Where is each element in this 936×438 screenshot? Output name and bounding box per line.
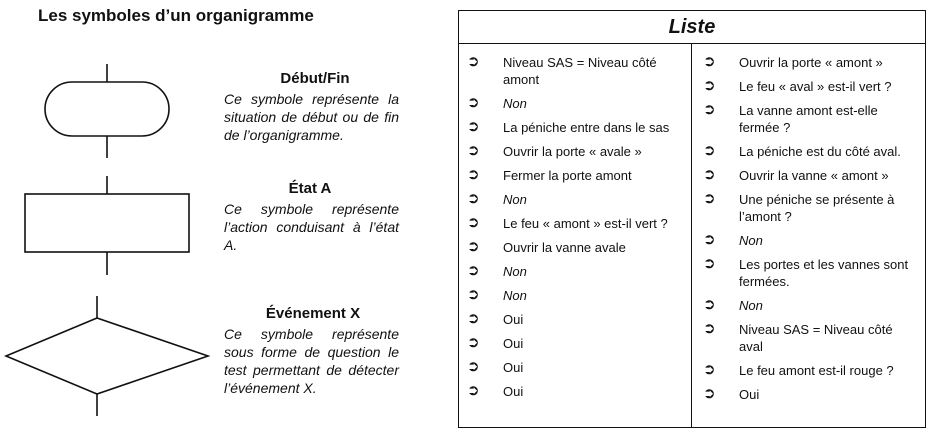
list-item: [703, 362, 918, 379]
arrow-bullet-icon: ➲: [703, 231, 716, 248]
list-item: [703, 191, 918, 225]
symbol-desc-start-end: Ce symbole représente la situation de début ou de fin de l’organigramme.: [224, 91, 399, 143]
list-item: [467, 167, 689, 184]
symbol-desc-event: Ce symbole représente sous forme de question le test permettant de détecter l’événement X.: [224, 326, 399, 396]
start-end-symbol: [45, 64, 169, 158]
list-item: [467, 191, 689, 208]
list-item-text: Non: [503, 192, 527, 207]
list-item: [467, 239, 689, 256]
list-item-text: La péniche entre dans le sas: [503, 120, 670, 135]
list-item: [467, 119, 689, 136]
arrow-bullet-icon: ➲: [467, 310, 480, 327]
arrow-bullet-icon: ➲: [703, 166, 716, 183]
arrow-bullet-icon: ➲: [467, 262, 480, 279]
list-item-text: Non: [503, 96, 527, 111]
arrow-bullet-icon: ➲: [467, 214, 480, 231]
arrow-bullet-icon: ➲: [703, 296, 716, 313]
list-item: [703, 386, 918, 403]
list-item: [467, 143, 689, 160]
list-item: [703, 54, 918, 71]
list-item-text: Le feu « aval » est-il vert ?: [739, 79, 892, 94]
arrow-bullet-icon: ➲: [467, 142, 480, 159]
list-item: [703, 78, 918, 95]
decision-symbol: [6, 296, 208, 416]
list-item-text: Ouvrir la vanne avale: [503, 240, 626, 255]
list-item: [703, 102, 918, 136]
arrow-bullet-icon: ➲: [703, 320, 716, 337]
arrow-bullet-icon: ➲: [703, 255, 716, 272]
symbol-title-event: Événement X: [265, 305, 361, 322]
list-item: [703, 232, 918, 249]
list-item: [467, 215, 689, 232]
symbol-title-start-end: Début/Fin: [280, 70, 350, 87]
list-item: [703, 256, 918, 290]
list-item: [467, 359, 689, 376]
list-item-text: Oui: [503, 360, 524, 375]
list-item-text: La péniche est du côté aval.: [739, 144, 901, 159]
symbol-desc-state: Ce symbole représente l’action conduisant à l’état A.: [224, 201, 399, 253]
list-item-text: Non: [739, 298, 763, 313]
arrow-bullet-icon: ➲: [467, 53, 480, 70]
arrow-bullet-icon: ➲: [467, 190, 480, 207]
list-item-text: Non: [739, 233, 763, 248]
column-divider: [691, 43, 692, 427]
list-item: [467, 95, 689, 112]
arrow-bullet-icon: ➲: [467, 334, 480, 351]
list-item-text: Oui: [503, 384, 524, 399]
list-item: [467, 54, 689, 88]
list-item: [703, 297, 918, 314]
flowchart-symbols: [0, 0, 220, 438]
page-title: Les symboles d’un organigramme: [38, 6, 314, 25]
list-item-text: Fermer la porte amont: [503, 168, 632, 183]
list-column-right: [703, 54, 918, 410]
list-item-text: La vanne amont est-elle fermée ?: [739, 103, 878, 135]
arrow-bullet-icon: ➲: [467, 382, 480, 399]
list-item-text: Niveau SAS = Niveau côté amont: [503, 55, 657, 87]
list-item: [467, 263, 689, 280]
arrow-bullet-icon: ➲: [703, 142, 716, 159]
state-symbol: [25, 176, 189, 275]
arrow-bullet-icon: ➲: [703, 53, 716, 70]
list-item-text: Ouvrir la vanne « amont »: [739, 168, 889, 183]
list-item-text: Ouvrir la porte « avale »: [503, 144, 642, 159]
list-item: [703, 167, 918, 184]
list-item-text: Oui: [503, 312, 524, 327]
arrow-bullet-icon: ➲: [467, 286, 480, 303]
symbol-title-state: État A: [288, 180, 332, 197]
list-item: [703, 143, 918, 160]
list-item-text: Non: [503, 264, 527, 279]
list-item-text: Les portes et les vannes sont fermées.: [739, 257, 909, 289]
list-item-text: Le feu amont est-il rouge ?: [739, 363, 894, 378]
list-title: Liste: [459, 11, 925, 44]
arrow-bullet-icon: ➲: [703, 385, 716, 402]
list-item-text: Oui: [739, 387, 760, 402]
arrow-bullet-icon: ➲: [467, 118, 480, 135]
list-item-text: Le feu « amont » est-il vert ?: [503, 216, 668, 231]
list-item: [467, 383, 689, 400]
arrow-bullet-icon: ➲: [703, 361, 716, 378]
arrow-bullet-icon: ➲: [467, 166, 480, 183]
list-item: [703, 321, 918, 355]
list-item-text: Oui: [503, 336, 524, 351]
list-item-text: Une péniche se présente à l’amont ?: [739, 192, 895, 224]
list-column-left: [467, 54, 689, 407]
list-panel: [458, 10, 926, 428]
list-item: [467, 287, 689, 304]
arrow-bullet-icon: ➲: [467, 238, 480, 255]
list-item-text: Non: [503, 288, 527, 303]
list-item-text: Ouvrir la porte « amont »: [739, 55, 883, 70]
arrow-bullet-icon: ➲: [703, 190, 716, 207]
arrow-bullet-icon: ➲: [467, 358, 480, 375]
list-item: [467, 311, 689, 328]
list-item-text: Niveau SAS = Niveau côté aval: [739, 322, 893, 354]
list-item: [467, 335, 689, 352]
arrow-bullet-icon: ➲: [703, 101, 716, 118]
arrow-bullet-icon: ➲: [703, 77, 716, 94]
arrow-bullet-icon: ➲: [467, 94, 480, 111]
